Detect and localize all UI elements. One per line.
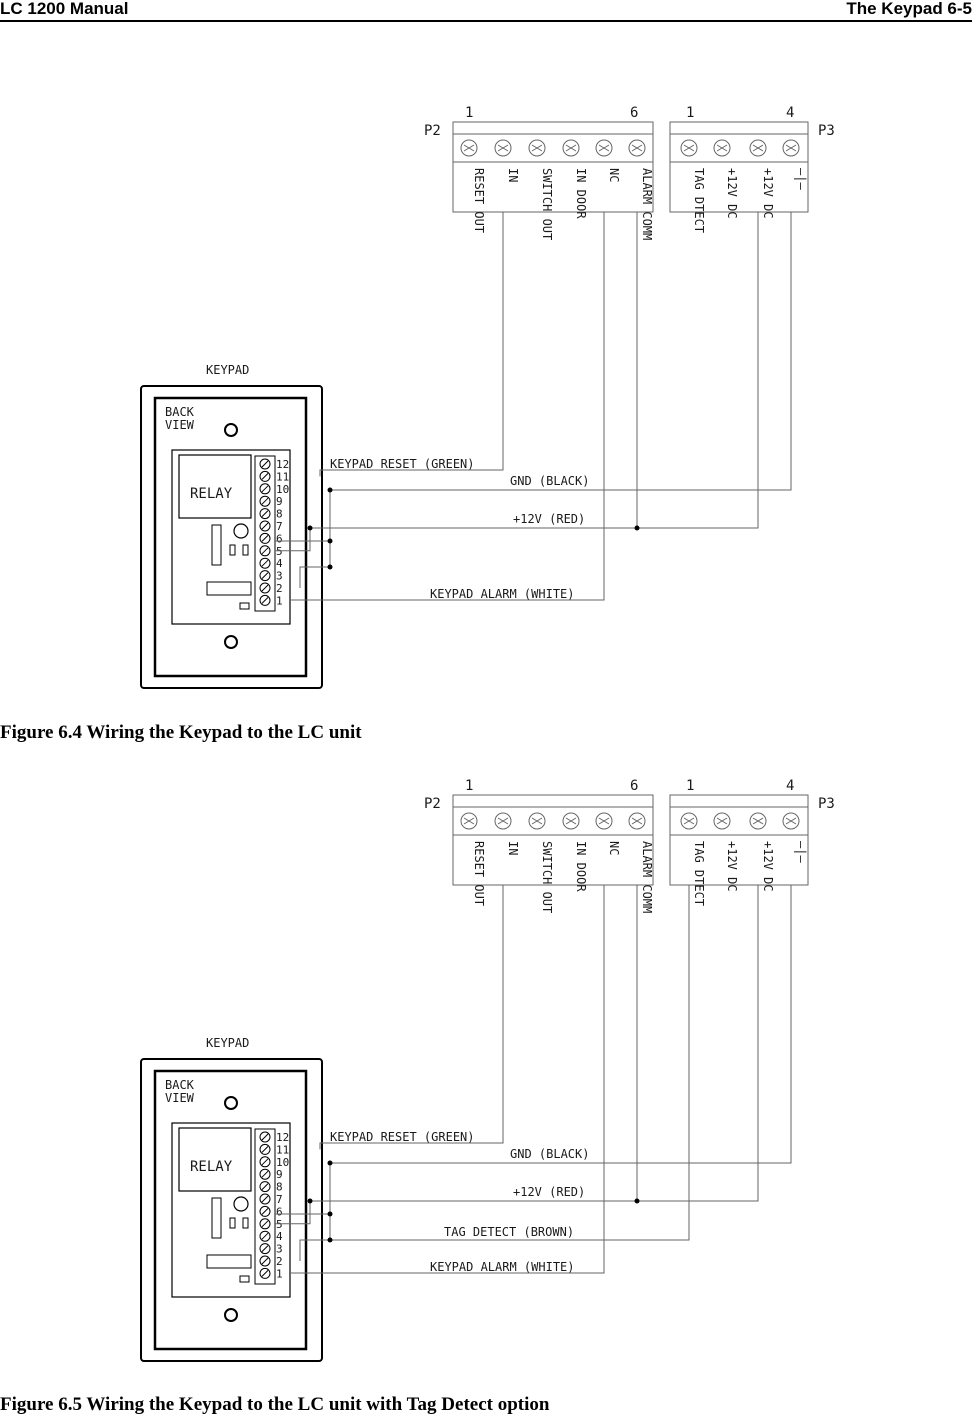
- wire-keypad-alarm: [290, 212, 604, 600]
- wire-label-reset: KEYPAD RESET (GREEN): [330, 1130, 475, 1144]
- wire-label-12v: +12V (RED): [513, 1185, 586, 1199]
- keypad-terminal-slot: [262, 597, 268, 603]
- p3-pin-first: 1: [686, 778, 695, 794]
- junction-dot: [328, 539, 333, 544]
- p2-label: P2: [424, 796, 441, 812]
- board-component: [230, 545, 235, 555]
- keypad-terminal-5: 5: [276, 544, 283, 558]
- keypad-terminal-slot: [262, 548, 268, 554]
- p2-label: P2: [424, 123, 441, 139]
- keypad-terminal-2: 2: [276, 582, 283, 595]
- keypad-title: KEYPAD: [206, 363, 250, 377]
- relay-label: RELAY: [190, 486, 233, 502]
- keypad-jumper: [300, 490, 330, 588]
- p2-terminal-label-1: RESET OUT: [472, 168, 486, 234]
- p2-terminal-label-3: SWITCH OUT: [540, 168, 554, 241]
- keypad-terminal-9: 9: [276, 1168, 283, 1182]
- wire-label-alarm: KEYPAD ALARM (WHITE): [430, 587, 575, 601]
- p3-terminal-label-3: +12V DC: [761, 841, 775, 892]
- back-view-label-line2: VIEW: [165, 418, 194, 432]
- keypad-terminal-slot: [262, 1134, 268, 1140]
- wire-gnd: [330, 885, 791, 1163]
- keypad-terminal-3: 3: [276, 569, 283, 583]
- keypad-terminal-12: 12: [276, 1131, 290, 1144]
- junction-dot: [635, 526, 640, 531]
- p2-pin-last: 6: [630, 778, 639, 794]
- wire-gnd: [330, 212, 791, 490]
- p3-pin-first: 1: [686, 105, 695, 121]
- wire-label-12v: +12V (RED): [513, 512, 586, 526]
- keypad-jumper: [300, 1163, 330, 1261]
- junction-dot: [328, 488, 333, 493]
- board-component: [240, 603, 249, 609]
- keypad-terminal-1: 1: [276, 594, 283, 608]
- wire-keypad-reset: [320, 212, 503, 476]
- junction-dot: [308, 526, 313, 531]
- p3-terminal-label-1: TAG DTECT: [692, 168, 706, 234]
- board-capacitor: [234, 1197, 248, 1211]
- keypad-terminal-slot: [262, 1208, 268, 1214]
- wiring-diagram-keypad-tag-detect: [0, 673, 972, 1373]
- keypad-terminal-slot: [262, 1221, 268, 1227]
- p3-terminal-label-1: TAG DTECT: [692, 841, 706, 907]
- keypad-terminal-1: 1: [276, 1267, 283, 1281]
- p2-terminal-label-3: SWITCH OUT: [540, 841, 554, 914]
- keypad-terminal-slot: [262, 523, 268, 529]
- keypad-terminal-slot: [262, 1159, 268, 1165]
- p2-terminal-label-2: IN: [506, 168, 520, 183]
- p2-terminal-label-5: NC: [607, 168, 621, 183]
- board-component: [230, 1218, 235, 1228]
- keypad-terminal-slot: [262, 498, 268, 504]
- p2-terminal-label-5: NC: [607, 841, 621, 856]
- page-number: The Keypad 6-5: [846, 0, 972, 18]
- keypad-terminal-9: 9: [276, 495, 283, 509]
- p3-label: P3: [818, 796, 835, 812]
- p3-terminal-label-2: +12V DC: [725, 841, 739, 892]
- back-view-label-line2: VIEW: [165, 1091, 194, 1105]
- junction-dot: [328, 565, 333, 570]
- p3-terminal-label-4: —|—: [794, 841, 808, 863]
- keypad-terminal-slot: [262, 1196, 268, 1202]
- keypad-terminal-4: 4: [276, 557, 283, 571]
- keypad-terminal-slot: [262, 585, 268, 591]
- keypad-terminal-7: 7: [276, 1193, 283, 1206]
- keypad-terminal-8: 8: [276, 1180, 283, 1194]
- keypad-terminal-2: 2: [276, 1255, 283, 1268]
- keypad-terminal-slot: [262, 1270, 268, 1276]
- manual-title: LC 1200 Manual: [0, 0, 129, 18]
- wiring-diagram-keypad: [0, 0, 972, 700]
- p2-pin-first: 1: [465, 105, 474, 121]
- keypad-terminal-11: 11: [276, 470, 290, 484]
- p3-label: P3: [818, 123, 835, 139]
- keypad-terminal-slot: [262, 560, 268, 566]
- mounting-hole-bottom: [225, 636, 237, 648]
- keypad-terminal-slot: [262, 1146, 268, 1152]
- junction-dot: [328, 1238, 333, 1243]
- wire-label-alarm: KEYPAD ALARM (WHITE): [430, 1260, 575, 1274]
- wire-keypad-reset: [320, 885, 503, 1149]
- keypad-terminal-slot: [262, 473, 268, 479]
- keypad-terminal-slot: [262, 1246, 268, 1252]
- wire-label-tag-detect: TAG DETECT (BROWN): [444, 1225, 575, 1239]
- board-component: [243, 1218, 248, 1228]
- back-view-label-line1: BACK: [165, 405, 194, 419]
- p2-terminal-label-6: ALARM COMM: [640, 841, 654, 914]
- wire-label-gnd: GND (BLACK): [510, 474, 590, 488]
- p2-terminal-label-6: ALARM COMM: [640, 168, 654, 241]
- figure-caption-6-4: Figure 6.4 Wiring the Keypad to the LC unit: [0, 722, 362, 743]
- board-capacitor: [234, 524, 248, 538]
- p2-terminal-label-2: IN: [506, 841, 520, 856]
- keypad-inner-frame: [155, 398, 306, 676]
- keypad-terminal-slot: [262, 1184, 268, 1190]
- junction-dot: [635, 1199, 640, 1204]
- mounting-hole-top: [225, 424, 237, 436]
- wire-keypad-alarm: [290, 885, 604, 1273]
- p3-terminal-label-4: —|—: [794, 168, 808, 190]
- board-component: [212, 1198, 221, 1238]
- keypad-terminal-slot: [262, 511, 268, 517]
- keypad-terminal-4: 4: [276, 1230, 283, 1244]
- keypad-terminal-10: 10: [276, 482, 290, 496]
- keypad-title: KEYPAD: [206, 1036, 250, 1050]
- wire-tag-detect: [300, 885, 689, 1240]
- keypad-terminal-10: 10: [276, 1155, 290, 1169]
- keypad-terminal-5: 5: [276, 1217, 283, 1231]
- junction-dot: [308, 1199, 313, 1204]
- circuit-board: [172, 1123, 290, 1297]
- board-component: [207, 1255, 251, 1268]
- board-component: [243, 545, 248, 555]
- board-component: [240, 1276, 249, 1282]
- wire-label-gnd: GND (BLACK): [510, 1147, 590, 1161]
- keypad-terminal-7: 7: [276, 520, 283, 533]
- p3-pin-last: 4: [786, 105, 795, 121]
- junction-dot: [328, 1212, 333, 1217]
- p2-terminal-label-4: IN DOOR: [574, 168, 588, 219]
- keypad-terminal-slot: [262, 1233, 268, 1239]
- p3-terminal-label-3: +12V DC: [761, 168, 775, 219]
- keypad-terminal-11: 11: [276, 1143, 290, 1157]
- keypad-terminal-slot: [262, 1171, 268, 1177]
- p3-pin-last: 4: [786, 778, 795, 794]
- keypad-terminal-slot: [262, 461, 268, 467]
- keypad-terminal-slot: [262, 535, 268, 541]
- keypad-terminal-slot: [262, 486, 268, 492]
- circuit-board: [172, 450, 290, 624]
- junction-dot: [328, 1161, 333, 1166]
- keypad-terminal-slot: [262, 573, 268, 579]
- p2-terminal-label-4: IN DOOR: [574, 841, 588, 892]
- keypad-terminal-8: 8: [276, 507, 283, 521]
- board-component: [212, 525, 221, 565]
- keypad-terminal-6: 6: [276, 1205, 283, 1219]
- mounting-hole-bottom: [225, 1309, 237, 1321]
- keypad-terminal-6: 6: [276, 532, 283, 546]
- mounting-hole-top: [225, 1097, 237, 1109]
- back-view-label-line1: BACK: [165, 1078, 194, 1092]
- figure-caption-6-5: Figure 6.5 Wiring the Keypad to the LC unit with Tag Detect option: [0, 1394, 550, 1415]
- p2-terminal-label-1: RESET OUT: [472, 841, 486, 907]
- keypad-inner-frame: [155, 1071, 306, 1349]
- keypad-terminal-12: 12: [276, 458, 290, 471]
- relay-label: RELAY: [190, 1159, 233, 1175]
- p2-pin-last: 6: [630, 105, 639, 121]
- board-component: [207, 582, 251, 595]
- keypad-terminal-slot: [262, 1258, 268, 1264]
- p2-pin-first: 1: [465, 778, 474, 794]
- p3-terminal-label-2: +12V DC: [725, 168, 739, 219]
- wire-label-reset: KEYPAD RESET (GREEN): [330, 457, 475, 471]
- keypad-terminal-3: 3: [276, 1242, 283, 1256]
